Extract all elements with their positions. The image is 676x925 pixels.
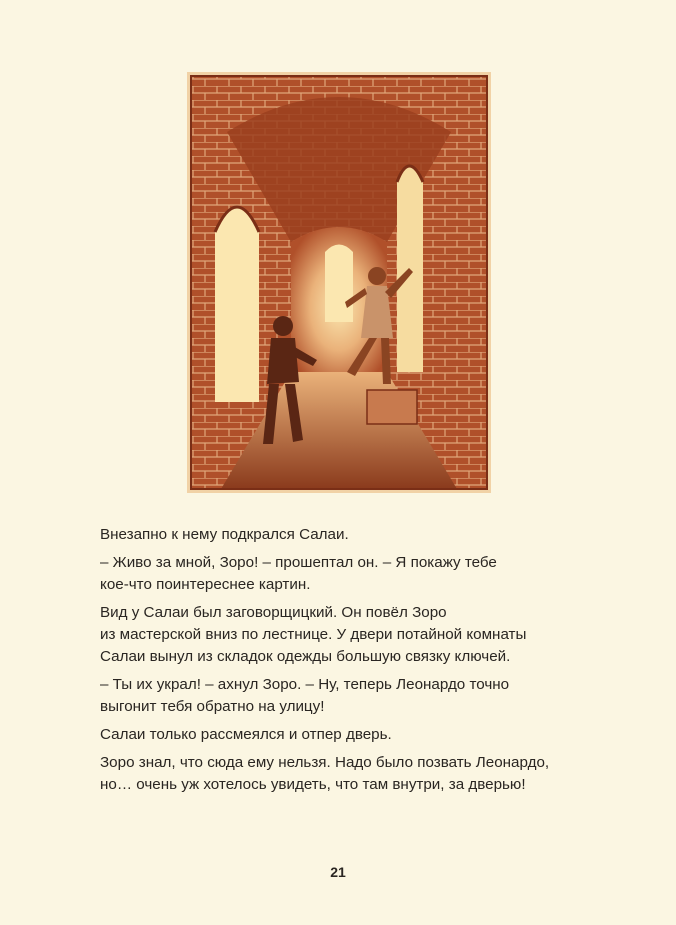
corridor-drawing [187, 72, 491, 493]
story-text [100, 524, 570, 802]
paragraph [100, 724, 570, 746]
text-line: выгонит тебя обратно на улицу! [100, 698, 325, 715]
text-line: Салаи вынул из складок одежды большую связку ключей. [100, 648, 511, 665]
paragraph [100, 552, 570, 596]
paragraph [100, 524, 570, 546]
paragraph [100, 674, 570, 718]
text-line: но… очень уж хотелось увидеть, что там внутри, за дверью! [100, 776, 526, 793]
paragraph [100, 602, 570, 668]
text-line: – Живо за мной, Зоро! – прошептал он. – Я покажу тебе [100, 554, 497, 571]
paragraph [100, 752, 570, 796]
corridor-illustration [187, 72, 491, 493]
text-line: Зоро знал, что сюда ему нельзя. Надо было позвать Леонардо, [100, 754, 550, 771]
text-line: Внезапно к нему подкрался Салаи. [100, 526, 349, 543]
page-number: 21 [330, 864, 346, 880]
text-line: Салаи только рассмеялся и отпер дверь. [100, 726, 392, 743]
text-line: из мастерской вниз по лестнице. У двери потайной комнаты [100, 626, 527, 643]
text-line: – Ты их украл! – ахнул Зоро. – Ну, теперь Леонардо точно [100, 676, 510, 693]
text-line: кое-что поинтереснее картин. [100, 576, 311, 593]
text-line: Вид у Салаи был заговорщицкий. Он повёл Зоро [100, 604, 447, 621]
